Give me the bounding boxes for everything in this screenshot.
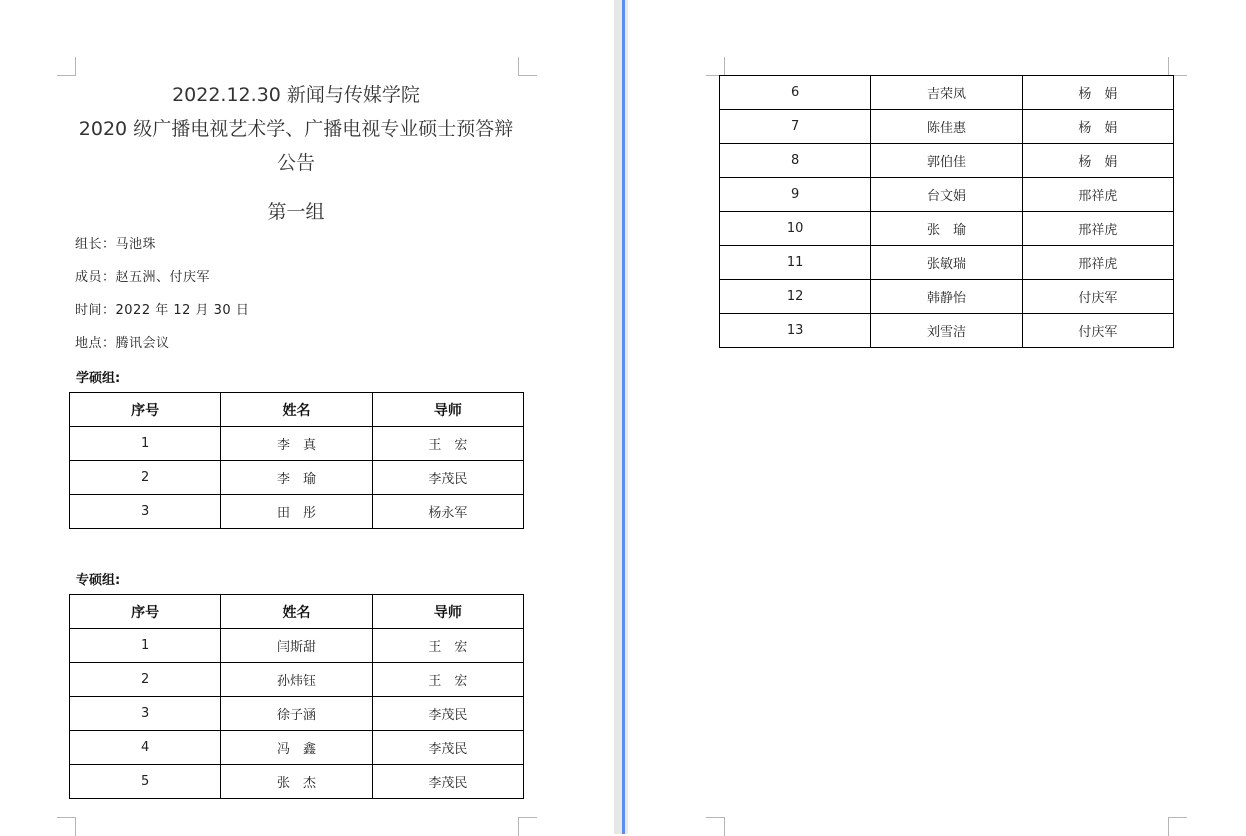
document-title-line-1: 2022.12.30 新闻与传媒学院 bbox=[172, 84, 420, 106]
table-row bbox=[70, 461, 524, 495]
crop-mark-bottom-right bbox=[1168, 817, 1187, 836]
table-cell: 张 杰 bbox=[221, 765, 372, 799]
table-cell: 12 bbox=[720, 280, 871, 314]
table-cell: 11 bbox=[720, 246, 871, 280]
academic-table bbox=[69, 392, 524, 529]
table-cell: 10 bbox=[720, 212, 871, 246]
table-cell: 陈佳惠 bbox=[871, 110, 1022, 144]
table-cell: 4 bbox=[70, 731, 221, 765]
table-cell: 李茂民 bbox=[372, 765, 523, 799]
table-cell: 1 bbox=[70, 427, 221, 461]
professional-table bbox=[69, 594, 524, 799]
table-cell: 杨 娟 bbox=[1022, 144, 1173, 178]
crop-mark-top-left bbox=[57, 57, 76, 76]
table-cell: 李茂民 bbox=[372, 731, 523, 765]
time-line: 时间：2022 年 12 月 30 日 bbox=[75, 303, 250, 318]
table-row bbox=[720, 246, 1174, 280]
table-cell: 王 宏 bbox=[372, 629, 523, 663]
group-title: 第一组 bbox=[267, 201, 325, 223]
table-cell: 8 bbox=[720, 144, 871, 178]
table-row bbox=[720, 110, 1174, 144]
table-row bbox=[720, 314, 1174, 348]
table-cell: 韩静怡 bbox=[871, 280, 1022, 314]
page-boundary-marker bbox=[622, 0, 625, 834]
table-cell: 李茂民 bbox=[372, 461, 523, 495]
table-cell: 3 bbox=[70, 495, 221, 529]
table-cell: 杨 娟 bbox=[1022, 110, 1173, 144]
table-row bbox=[70, 427, 524, 461]
table-cell: 7 bbox=[720, 110, 871, 144]
table-cell: 邢祥虎 bbox=[1022, 178, 1173, 212]
table-row bbox=[70, 629, 524, 663]
header-cell: 姓名 bbox=[221, 393, 372, 427]
table-cell: 徐子涵 bbox=[221, 697, 372, 731]
crop-mark-top-left bbox=[706, 57, 725, 76]
table-row bbox=[720, 178, 1174, 212]
table-cell: 张敏瑞 bbox=[871, 246, 1022, 280]
location-line: 地点：腾讯会议 bbox=[75, 336, 170, 351]
header-cell: 导师 bbox=[372, 595, 523, 629]
table-cell: 冯 鑫 bbox=[221, 731, 372, 765]
table-cell: 6 bbox=[720, 76, 871, 110]
table-cell: 邢祥虎 bbox=[1022, 246, 1173, 280]
table-row bbox=[720, 76, 1174, 110]
table-cell: 李 真 bbox=[221, 427, 372, 461]
table-row bbox=[720, 144, 1174, 178]
table-row bbox=[720, 280, 1174, 314]
table-cell: 1 bbox=[70, 629, 221, 663]
academic-section-label: 学硕组: bbox=[76, 371, 121, 386]
table-cell: 张 瑜 bbox=[871, 212, 1022, 246]
professional-section-label: 专硕组: bbox=[76, 573, 121, 588]
page-gap bbox=[614, 0, 628, 834]
table-cell: 刘雪洁 bbox=[871, 314, 1022, 348]
professional-table-continued bbox=[719, 75, 1174, 348]
crop-mark-top-right bbox=[1168, 57, 1187, 76]
crop-mark-bottom-left bbox=[706, 817, 725, 836]
table-cell: 付庆军 bbox=[1022, 314, 1173, 348]
document-title-line-3: 公告 bbox=[276, 152, 315, 174]
table-cell: 2 bbox=[70, 461, 221, 495]
table-cell: 杨永军 bbox=[372, 495, 523, 529]
table-row bbox=[720, 212, 1174, 246]
table-cell: 田 彤 bbox=[221, 495, 372, 529]
table-header-row bbox=[70, 595, 524, 629]
crop-mark-top-right bbox=[518, 57, 537, 76]
members-line: 成员：赵五洲、付庆军 bbox=[75, 270, 211, 285]
table-cell: 孙炜钰 bbox=[221, 663, 372, 697]
header-cell: 序号 bbox=[70, 595, 221, 629]
crop-mark-bottom-right bbox=[518, 817, 537, 836]
header-cell: 姓名 bbox=[221, 595, 372, 629]
table-cell: 郭伯佳 bbox=[871, 144, 1022, 178]
document-page-1 bbox=[0, 0, 614, 834]
table-row bbox=[70, 765, 524, 799]
table-cell: 吉荣凤 bbox=[871, 76, 1022, 110]
leader-line: 组长：马池珠 bbox=[75, 237, 157, 252]
table-cell: 付庆军 bbox=[1022, 280, 1173, 314]
table-cell: 5 bbox=[70, 765, 221, 799]
table-row bbox=[70, 731, 524, 765]
table-cell: 邢祥虎 bbox=[1022, 212, 1173, 246]
header-cell: 序号 bbox=[70, 393, 221, 427]
table-header-row bbox=[70, 393, 524, 427]
table-cell: 李 瑜 bbox=[221, 461, 372, 495]
table-cell: 闫斯甜 bbox=[221, 629, 372, 663]
table-cell: 2 bbox=[70, 663, 221, 697]
document-page-2 bbox=[628, 0, 1246, 834]
crop-mark-bottom-left bbox=[57, 817, 76, 836]
table-row bbox=[70, 495, 524, 529]
table-cell: 9 bbox=[720, 178, 871, 212]
table-row bbox=[70, 697, 524, 731]
table-cell: 3 bbox=[70, 697, 221, 731]
table-cell: 李茂民 bbox=[372, 697, 523, 731]
table-cell: 王 宏 bbox=[372, 427, 523, 461]
header-cell: 导师 bbox=[372, 393, 523, 427]
table-cell: 13 bbox=[720, 314, 871, 348]
table-cell: 王 宏 bbox=[372, 663, 523, 697]
table-cell: 台文娟 bbox=[871, 178, 1022, 212]
table-cell: 杨 娟 bbox=[1022, 76, 1173, 110]
document-title-line-2: 2020 级广播电视艺术学、广播电视专业硕士预答辩 bbox=[78, 118, 514, 140]
table-row bbox=[70, 663, 524, 697]
